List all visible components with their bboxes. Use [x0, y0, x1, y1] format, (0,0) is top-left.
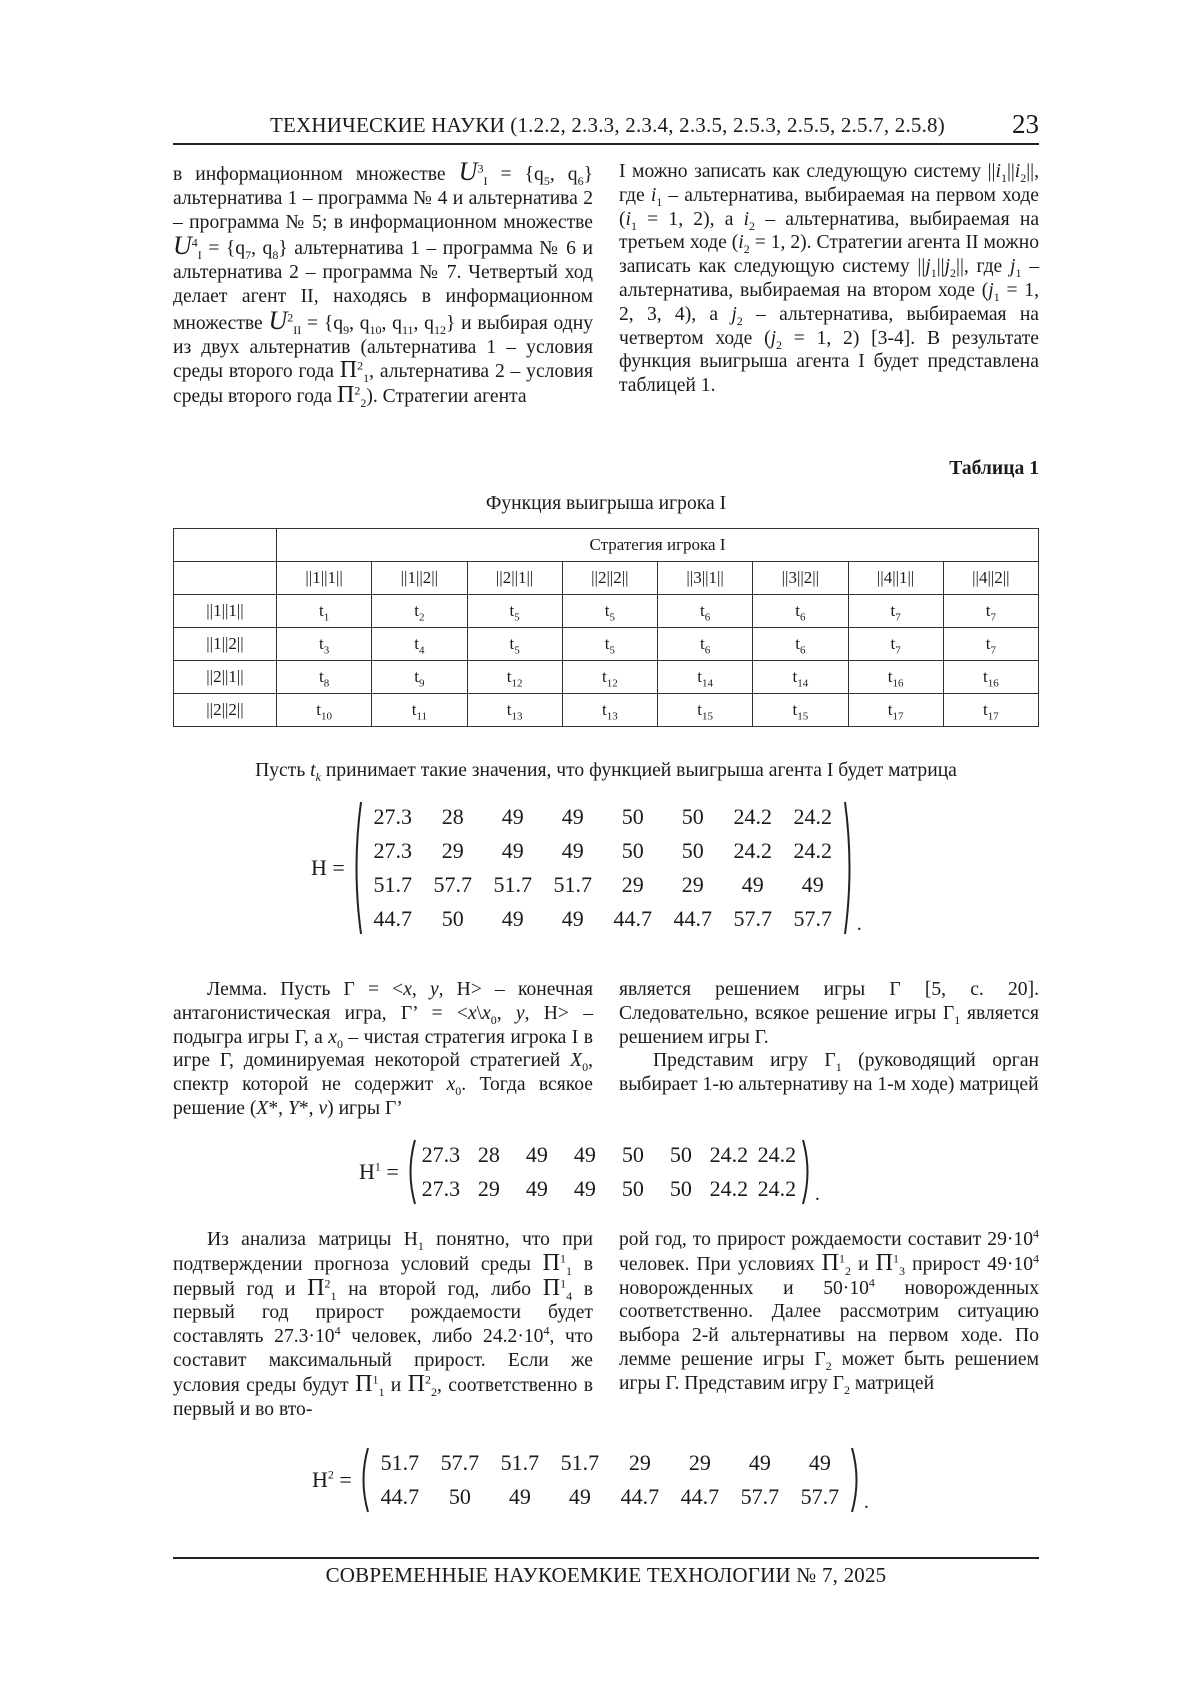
matrix-cell: 57.7 [800, 1484, 840, 1509]
table-cell-index: 7 [895, 644, 901, 657]
table-cell: $t_{14}$ [753, 661, 848, 694]
table-column-header-row [174, 562, 1039, 595]
table-cell-index: 12 [511, 677, 523, 690]
matrix-cell: 49 [561, 838, 584, 863]
table-cell: $t_3$ [277, 628, 372, 661]
table-column-header: ||2||1|| [467, 562, 562, 595]
matrix-cell: 29 [477, 1176, 500, 1201]
matrix-grid [363, 800, 843, 936]
top-right-column: I можно записать как следующую систему $||i_1||i_2||$, где $i_1$ – альтернатива, выбираемая на первом ходе ($i_1 = 1$, 2), а $i_2$ – альтернатива, выбираемая на третьем ходе ($i_2 = 1$, 2). Стратегии агента II можно записать как следующую систему $||j_1||j_2||$, где $j_1$ – альтернатива, выбираемая на втором ходе ($j_1 = 1$, 2, 3, 4), а $j_2$ – альтернатива, выбираемая на четвертом ходе ($j_2 = 1$, 2) [3-4]. В результате функция выигрыша агента I будет представлена таблицей 1. [619, 161, 1040, 397]
analysis-right-column: рой год, то прирост рождаемости составит $29\cdot 10^4$ человек. При условиях $П^1_2$ и $П^1_3$ прирост $49\cdot 10^4$ новорожденных и $50\cdot 10^4$ новорожденных соответственно. Далее рассмотрим ситуацию выбора 2-й альтернативы на первом ходе. По лемме решение игры $Г_2$ может быть решением игры Г. Представим игру $Г_2$ матрицей [619, 1226, 1039, 1397]
table-cell-index: 8 [323, 677, 330, 690]
table-cell: $t_{16}$ [848, 661, 943, 694]
matrix-label-text: H = [311, 855, 345, 880]
matrix-cell: 51.7 [560, 1450, 600, 1475]
table-cell: $t_1$ [277, 595, 372, 628]
matrix-cell: 24.2 [757, 1142, 797, 1167]
matrix-label-superscript: 1 [374, 1159, 381, 1174]
table-column-header: ||4||1|| [848, 562, 943, 595]
matrix-cell: 49 [741, 872, 764, 897]
header-title: ТЕХНИЧЕСКИЕ НАУКИ (1.2.2, 2.3.3, 2.3.4, 2.3.5, 2.5.3, 2.5.5, 2.5.7, 2.5.8) [270, 113, 945, 137]
matrix-cell: 50 [681, 838, 704, 863]
page [173, 0, 1039, 1697]
right-parenthesis [843, 800, 855, 936]
table-cell: $t_7$ [848, 628, 943, 661]
matrix-label-text: H [312, 1467, 328, 1492]
table-cell-index: 5 [514, 644, 520, 657]
matrix-cell: 50 [621, 838, 644, 863]
table-cell: $t_5$ [562, 595, 657, 628]
table-cell-index: 5 [514, 611, 520, 624]
table-column-header: ||1||1|| [277, 562, 372, 595]
matrix-cell: 24.2 [733, 804, 773, 829]
table-cell: $t_{15}$ [753, 694, 848, 727]
table-cell-index: 7 [990, 644, 996, 657]
matrix-h2-label: $H^2$ = [312, 1467, 352, 1492]
table-cell: $t_{12}$ [562, 661, 657, 694]
matrix-cell: 49 [501, 906, 524, 931]
table-cell: $t_5$ [562, 628, 657, 661]
left-parenthesis [405, 1138, 417, 1206]
footer: СОВРЕМЕННЫЕ НАУКОЕМКИЕ ТЕХНОЛОГИИ № 7, 2025 [325, 1563, 887, 1587]
table-row-header: ||1||2|| [174, 628, 277, 661]
analysis-left-column: Из анализа матрицы $H_1$ понятно, что при подтверждении прогноза условий среды $П^1_1$ в первый год и $П^2_1$ на второй год, либо $П^1_4$ в первый год прирост рождаемости будет составлять $27.3\cdot 10^4$ человек, либо $24.2\cdot 10^4$, что составит максимальный прирост. Если же условия среды будут $П^1_1$ и $П^2_2$, соответственно в первый и во вто- [173, 1229, 594, 1420]
table-cell: $t_5$ [467, 628, 562, 661]
table-corner-cell [174, 562, 277, 595]
table-column-header: ||4||2|| [943, 562, 1038, 595]
matrix-period: . [863, 1491, 869, 1513]
table-row [174, 694, 1039, 727]
table-cell-index: 7 [990, 611, 996, 624]
table-cell: $t_6$ [658, 628, 753, 661]
matrix-cell: 24.2 [793, 804, 833, 829]
matrix-h1-label: $H^1$ = [359, 1159, 399, 1184]
table-cell: $t_2$ [372, 595, 467, 628]
matrix-cell: 50 [621, 1176, 644, 1201]
table-cell-index: 16 [987, 677, 999, 690]
matrix-cell: 57.7 [740, 1484, 780, 1509]
page-number: 23 [1012, 109, 1039, 139]
table-cell: $t_7$ [943, 628, 1038, 661]
matrix-cell: 50 [669, 1176, 692, 1201]
left-parenthesis [358, 1446, 370, 1514]
matrix-cell: 50 [681, 804, 704, 829]
table-cell: $t_{14}$ [658, 661, 753, 694]
matrix-cell: 50 [621, 804, 644, 829]
table-group-header: Стратегия игрока I [277, 529, 1039, 562]
table-cell: $t_6$ [753, 595, 848, 628]
matrix-cell: 51.7 [500, 1450, 540, 1475]
top-left-column: в информационном множестве $U^3_I = \{q_5$, $q_6$} альтернатива 1 – программа № 4 и альтернатива 2 – программа № 5; в информационном множестве $U^4_I = \{q_7$, $q_8$} альтернатива 1 – программа № 6 и альтернатива 2 – программа № 7. Четвертый ход делает агент II, находясь в информационном множестве $U^2_{II} = \{q_9$, $q_{10}$, $q_{11}$, $q_{12}$} и выбирая одну из двух альтернатив (альтернатива 1 – условия среды второго года $П^2_1$, альтернатива 2 – условия среды второго года $П^2_2$). Стратегии агента [173, 157, 593, 411]
table-cell-index: 13 [511, 710, 523, 723]
matrix-cell: 49 [568, 1484, 591, 1509]
matrix-cell: 27.3 [421, 1142, 461, 1167]
matrix-cell: 27.3 [373, 804, 413, 829]
table-cell: $t_{10}$ [277, 694, 372, 727]
table-cell: $t_{13}$ [562, 694, 657, 727]
matrix-cell: 49 [573, 1142, 596, 1167]
matrix-cell: 49 [561, 906, 584, 931]
table-row [174, 595, 1039, 628]
right-parenthesis [850, 1446, 862, 1514]
matrix-H [311, 800, 862, 936]
table-cell-index: 2 [418, 611, 425, 624]
table-group-header-row [174, 529, 1039, 562]
matrix-label-superscript: 2 [327, 1467, 334, 1482]
matrix-cell: 44.7 [613, 906, 653, 931]
table-cell-index: 1 [323, 611, 330, 624]
table-row [174, 661, 1039, 694]
payoff-table [173, 528, 1039, 727]
table-cell: $t_4$ [372, 628, 467, 661]
table-cell: $t_{17}$ [943, 694, 1038, 727]
matrix-cell: 44.7 [673, 906, 713, 931]
matrix-cell: 49 [525, 1142, 548, 1167]
matrix-grid [370, 1446, 850, 1514]
table-cell-index: 9 [418, 677, 425, 690]
footer-rule [173, 1557, 1039, 1559]
table-row-header: ||1||1|| [174, 595, 277, 628]
running-header [173, 107, 1039, 145]
matrix-cell: 49 [561, 804, 584, 829]
matrix-cell: 50 [441, 906, 464, 931]
table-cell-index: 16 [892, 677, 904, 690]
matrix-period: . [814, 1183, 820, 1205]
table-cell-index: 17 [987, 710, 999, 723]
matrix-cell: 27.3 [421, 1176, 461, 1201]
matrix-H2 [312, 1446, 869, 1514]
matrix-cell: 24.2 [793, 838, 833, 863]
table-row-header: ||2||2|| [174, 694, 277, 727]
table-cell: $t_{13}$ [467, 694, 562, 727]
matrix-cell: 57.7 [793, 906, 833, 931]
matrix-cell: 29 [681, 872, 704, 897]
table-cell-index: 5 [609, 644, 615, 657]
table-cell-index: 11 [416, 710, 428, 723]
right-parenthesis [801, 1138, 813, 1206]
matrix-cell: 24.2 [757, 1176, 797, 1201]
table-column-header: ||2||2|| [562, 562, 657, 595]
matrix-cell: 50 [669, 1142, 692, 1167]
matrix-h-label [311, 855, 345, 881]
matrix-cell: 27.3 [373, 838, 413, 863]
matrix-cell: 29 [441, 838, 464, 863]
table-title: Функция выигрыша игрока I [485, 493, 727, 514]
matrix-cell: 49 [573, 1176, 596, 1201]
table-corner-cell [174, 529, 277, 562]
matrix-cell: 50 [448, 1484, 471, 1509]
matrix-cell: 44.7 [680, 1484, 720, 1509]
table-cell: $t_7$ [848, 595, 943, 628]
matrix-intro-text: принимает такие значения, что функцией выигрыша агента I будет матрица [325, 760, 957, 781]
table-cell-index: 14 [701, 677, 713, 690]
table-cell-index: 5 [609, 611, 615, 624]
table-cell: $t_{16}$ [943, 661, 1038, 694]
matrix-cell: 51.7 [380, 1450, 420, 1475]
table-cell-index: 10 [320, 710, 332, 723]
table-cell-index: 6 [704, 611, 711, 624]
matrix-cell: 24.2 [733, 838, 773, 863]
table-cell: $t_7$ [943, 595, 1038, 628]
table-cell: $t_8$ [277, 661, 372, 694]
table-cell: $t_5$ [467, 595, 562, 628]
matrix-cell: 28 [441, 804, 464, 829]
table-cell: $t_{11}$ [372, 694, 467, 727]
table-cell-index: 3 [323, 644, 330, 657]
lemma-left-column: Лемма. Пусть Г = <x, y, H> – конечная антагонистическая игра, Г’ = $<x\backslash x_0$, y, H> – подыгра игры Г, а $x_0$ – чистая стратегия игрока I в игре Г, доминируемая некоторой стратегией $X_0$, спектр которой не содержит $x_0$. Тогда всякое решение (X*, Y*, v) игры Г’ [173, 979, 594, 1119]
matrix-cell: 44.7 [373, 906, 413, 931]
matrix-cell: 24.2 [709, 1142, 749, 1167]
table-cell-index: 6 [799, 611, 806, 624]
matrix-cell: 50 [621, 1142, 644, 1167]
matrix-cell: 44.7 [620, 1484, 660, 1509]
lemma-right-column: является решением игры Г [5, с. 20]. Следовательно, всякое решение игры $Г_1$ является решением игры Г. Представим игру $Г_1$ (руководящий орган выбирает 1-ю альтернативу на 1-м ходе) матрицей [619, 979, 1040, 1096]
table-cell-index: 17 [892, 710, 904, 723]
table-cell: $t_{12}$ [467, 661, 562, 694]
matrix-cell: 29 [628, 1450, 651, 1475]
table-cell-index: 15 [701, 710, 713, 723]
matrix-cell: 49 [801, 872, 824, 897]
matrix-cell: 49 [508, 1484, 531, 1509]
matrix-cell: 28 [477, 1142, 500, 1167]
matrix-cell: 44.7 [380, 1484, 420, 1509]
matrix-intro-line: Пусть $t_k$ принимает такие значения, что функцией выигрыша агента I будет матрица [255, 760, 957, 784]
matrix-cell: 49 [525, 1176, 548, 1201]
matrix-cell: 49 [501, 804, 524, 829]
matrix-cell: 51.7 [553, 872, 593, 897]
left-parenthesis [351, 800, 363, 936]
matrix-label-text: H [359, 1159, 375, 1184]
matrix-cell: 51.7 [373, 872, 413, 897]
table-cell: $t_6$ [658, 595, 753, 628]
table-cell: $t_{17}$ [848, 694, 943, 727]
table-column-header: ||3||2|| [753, 562, 848, 595]
matrix-cell: 57.7 [440, 1450, 480, 1475]
table-cell-index: 14 [797, 677, 809, 690]
table-row [174, 628, 1039, 661]
matrix-cell: 49 [748, 1450, 771, 1475]
table-cell-index: 12 [606, 677, 618, 690]
table-cell: $t_{15}$ [658, 694, 753, 727]
matrix-cell: 29 [621, 872, 644, 897]
table-cell: $t_9$ [372, 661, 467, 694]
matrix-cell: 49 [501, 838, 524, 863]
matrix-grid [417, 1138, 801, 1206]
table-column-header: ||1||2|| [372, 562, 467, 595]
matrix-cell: 24.2 [709, 1176, 749, 1201]
table-row-header: ||2||1|| [174, 661, 277, 694]
table-cell-index: 6 [799, 644, 806, 657]
matrix-cell: 57.7 [733, 906, 773, 931]
table-cell-index: 15 [797, 710, 809, 723]
matrix-cell: 51.7 [493, 872, 533, 897]
matrix-cell: 29 [688, 1450, 711, 1475]
table-cell: $t_6$ [753, 628, 848, 661]
table-cell-index: 13 [606, 710, 618, 723]
table-column-header: ||3||1|| [658, 562, 753, 595]
table-cell-index: 4 [418, 644, 425, 657]
table-cell-index: 7 [895, 611, 901, 624]
matrix-period: . [856, 913, 862, 935]
matrix-H1 [359, 1138, 820, 1206]
matrix-cell: 49 [808, 1450, 831, 1475]
matrix-cell: 57.7 [433, 872, 473, 897]
table-caption: Таблица 1 [949, 458, 1039, 479]
table-cell-index: 6 [704, 644, 711, 657]
